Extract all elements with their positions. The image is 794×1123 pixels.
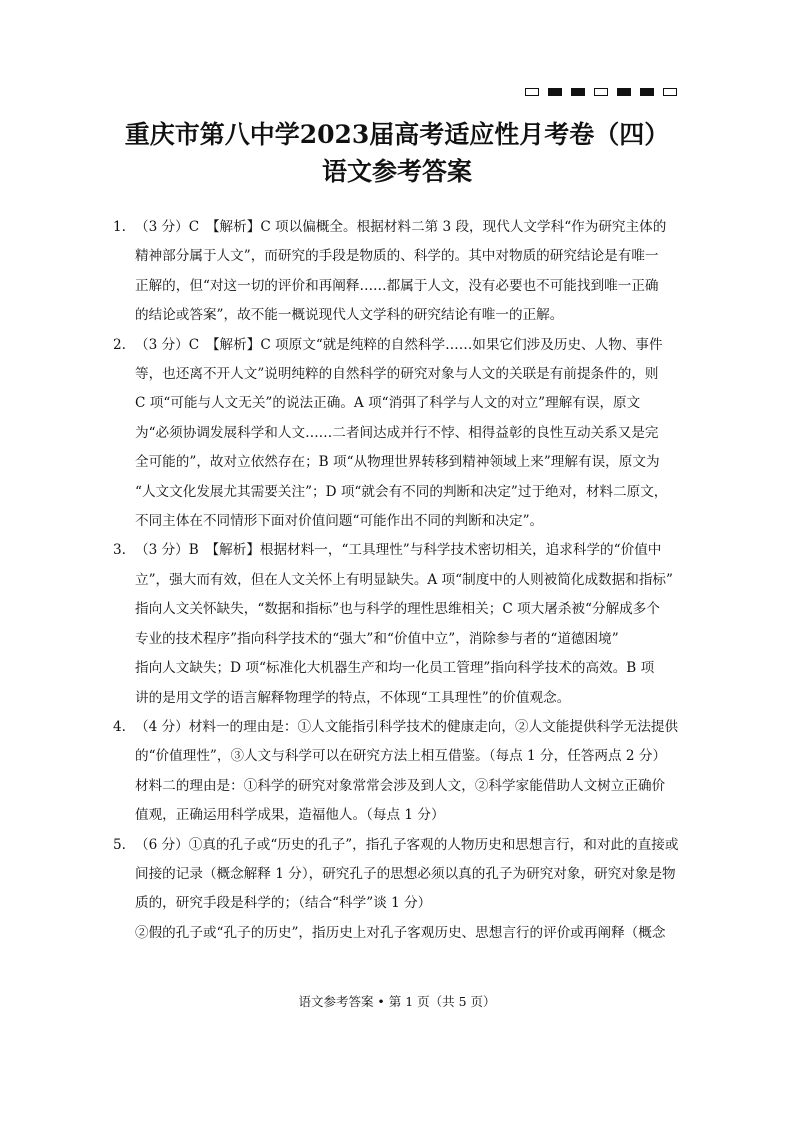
- page-footer: 语文参考答案 • 第 1 页（共 5 页）: [298, 994, 496, 1009]
- answer-number: 3.: [113, 542, 126, 559]
- answer-line: 立”，强大而有效，但在人文关怀上有明显缺失。A 项“制度中的人则被简化成数据和指标”: [135, 571, 673, 588]
- answer-line: （3 分）C 【解析】C 项原文“就是纯粹的自然科学……如果它们涉及历史、人物、事件: [135, 336, 663, 353]
- answer-item-1: [113, 213, 681, 331]
- answer-line: 全可能的”，故对立依然存在；B 项“从物理世界转移到精神领域上来”理解有误，原文为: [135, 454, 660, 471]
- answer-line: C 项“可能与人文无关”的说法正确。A 项“消弭了科学与人文的对立”理解有误，原文: [135, 395, 641, 412]
- answer-line: 等，也还离不开人文”说明纯粹的自然科学的研究对象与人文的关联是有前提条件的，则: [135, 366, 659, 383]
- answer-line: 材料二的理由是：①科学的研究对象常常会涉及到人文，②科学家能借助人文树立正确价: [135, 777, 666, 794]
- answer-line: （4 分）材料一的理由是：①人文能指引科学技术的健康走向，②人文能提供科学无法提供: [135, 718, 679, 735]
- answer-line: 精神部分属于人文”，而研究的手段是物质的、科学的。其中对物质的研究结论是有唯一: [135, 248, 659, 265]
- header-mark: [617, 88, 631, 96]
- answer-line: 间接的记录（概念解释 1 分），研究孔子的思想必须以真的孔子为研究对象，研究对象是物: [135, 865, 676, 882]
- answer-line: 讲的是用文学的语言解释物理学的特点，不体现“工具理性”的价值观念。: [135, 689, 571, 706]
- answer-line: 质的，研究手段是科学的；（结合“科学”谈 1 分）: [135, 895, 432, 912]
- answer-line: “人文文化发展尤其需要关注”；D 项“就会有不同的判断和决定”过于绝对，材料二原文，: [135, 483, 668, 500]
- header-mark: [571, 88, 585, 96]
- answer-line: 值观，正确运用科学成果，造福他人。（每点 1 分）: [135, 807, 445, 824]
- answer-line: 不同主体在不同情形下面对价值问题“可能作出不同的判断和决定”。: [135, 513, 544, 530]
- header-mark: [663, 88, 677, 96]
- answer-line: 正解的，但“对这一切的评价和再阐释……都属于人文，没有必要也不可能找到唯一正确: [135, 277, 659, 294]
- header-mark: [548, 88, 562, 96]
- answer-line: 的结论或答案”，故不能一概说现代人文学科的研究结论有唯一的正解。: [135, 307, 564, 324]
- answer-line: 指向人文缺失；D 项“标准化大机器生产和均一化员工管理”指向科学技术的高效。B 项: [135, 660, 655, 677]
- answer-item-3: [113, 536, 681, 712]
- page-subtitle: 语文参考答案: [321, 157, 472, 186]
- answer-line: （6 分）①真的孔子或“历史的孔子”，指孔子客观的人物历史和思想言行，和对此的直接或: [135, 836, 679, 853]
- answer-number: 2.: [113, 336, 126, 353]
- answer-line: 指向人文关怀缺失，“数据和指标”也与科学的理性思维相关；C 项大屠杀被“分解成多个: [135, 601, 660, 618]
- page-title: 重庆市第八中学2023届高考适应性月考卷（四）: [124, 120, 670, 149]
- header-mark: [594, 88, 608, 96]
- header-mark: [525, 88, 539, 96]
- answer-line: 为“必须协调发展科学和人文……二者间达成并行不悖、相得益彰的良性互动关系又是完: [135, 424, 659, 441]
- header-marks: [525, 88, 677, 96]
- answer-item-2: [113, 331, 681, 537]
- header-mark: [640, 88, 654, 96]
- answer-item-4: [113, 713, 681, 831]
- answer-line: （3 分）C 【解析】C 项以偏概全。根据材料二第 3 段，现代人文学科“作为研究主体的: [135, 219, 667, 235]
- answer-line: 的“价值理性”，③人文与科学可以在研究方法上相互借鉴。（每点 1 分，任答两点 2 分）: [135, 748, 667, 765]
- answer-list: [113, 213, 681, 948]
- answer-number: 4.: [113, 718, 126, 735]
- answer-line: （3 分）B 【解析】根据材料一，“工具理性”与科学技术密切相关，追求科学的“价值中: [135, 542, 662, 559]
- answer-line: ②假的孔子或“孔子的历史”，指历史上对孔子客观历史、思想言行的评价或再阐释（概念: [135, 924, 666, 941]
- answer-number: 5.: [113, 836, 126, 853]
- answer-line: 专业的技术程序”指向科学技术的“强大”和“价值中立”，消除参与者的“道德困境”: [135, 630, 619, 647]
- answer-item-5: [113, 831, 681, 949]
- answer-number: 1.: [113, 219, 126, 235]
